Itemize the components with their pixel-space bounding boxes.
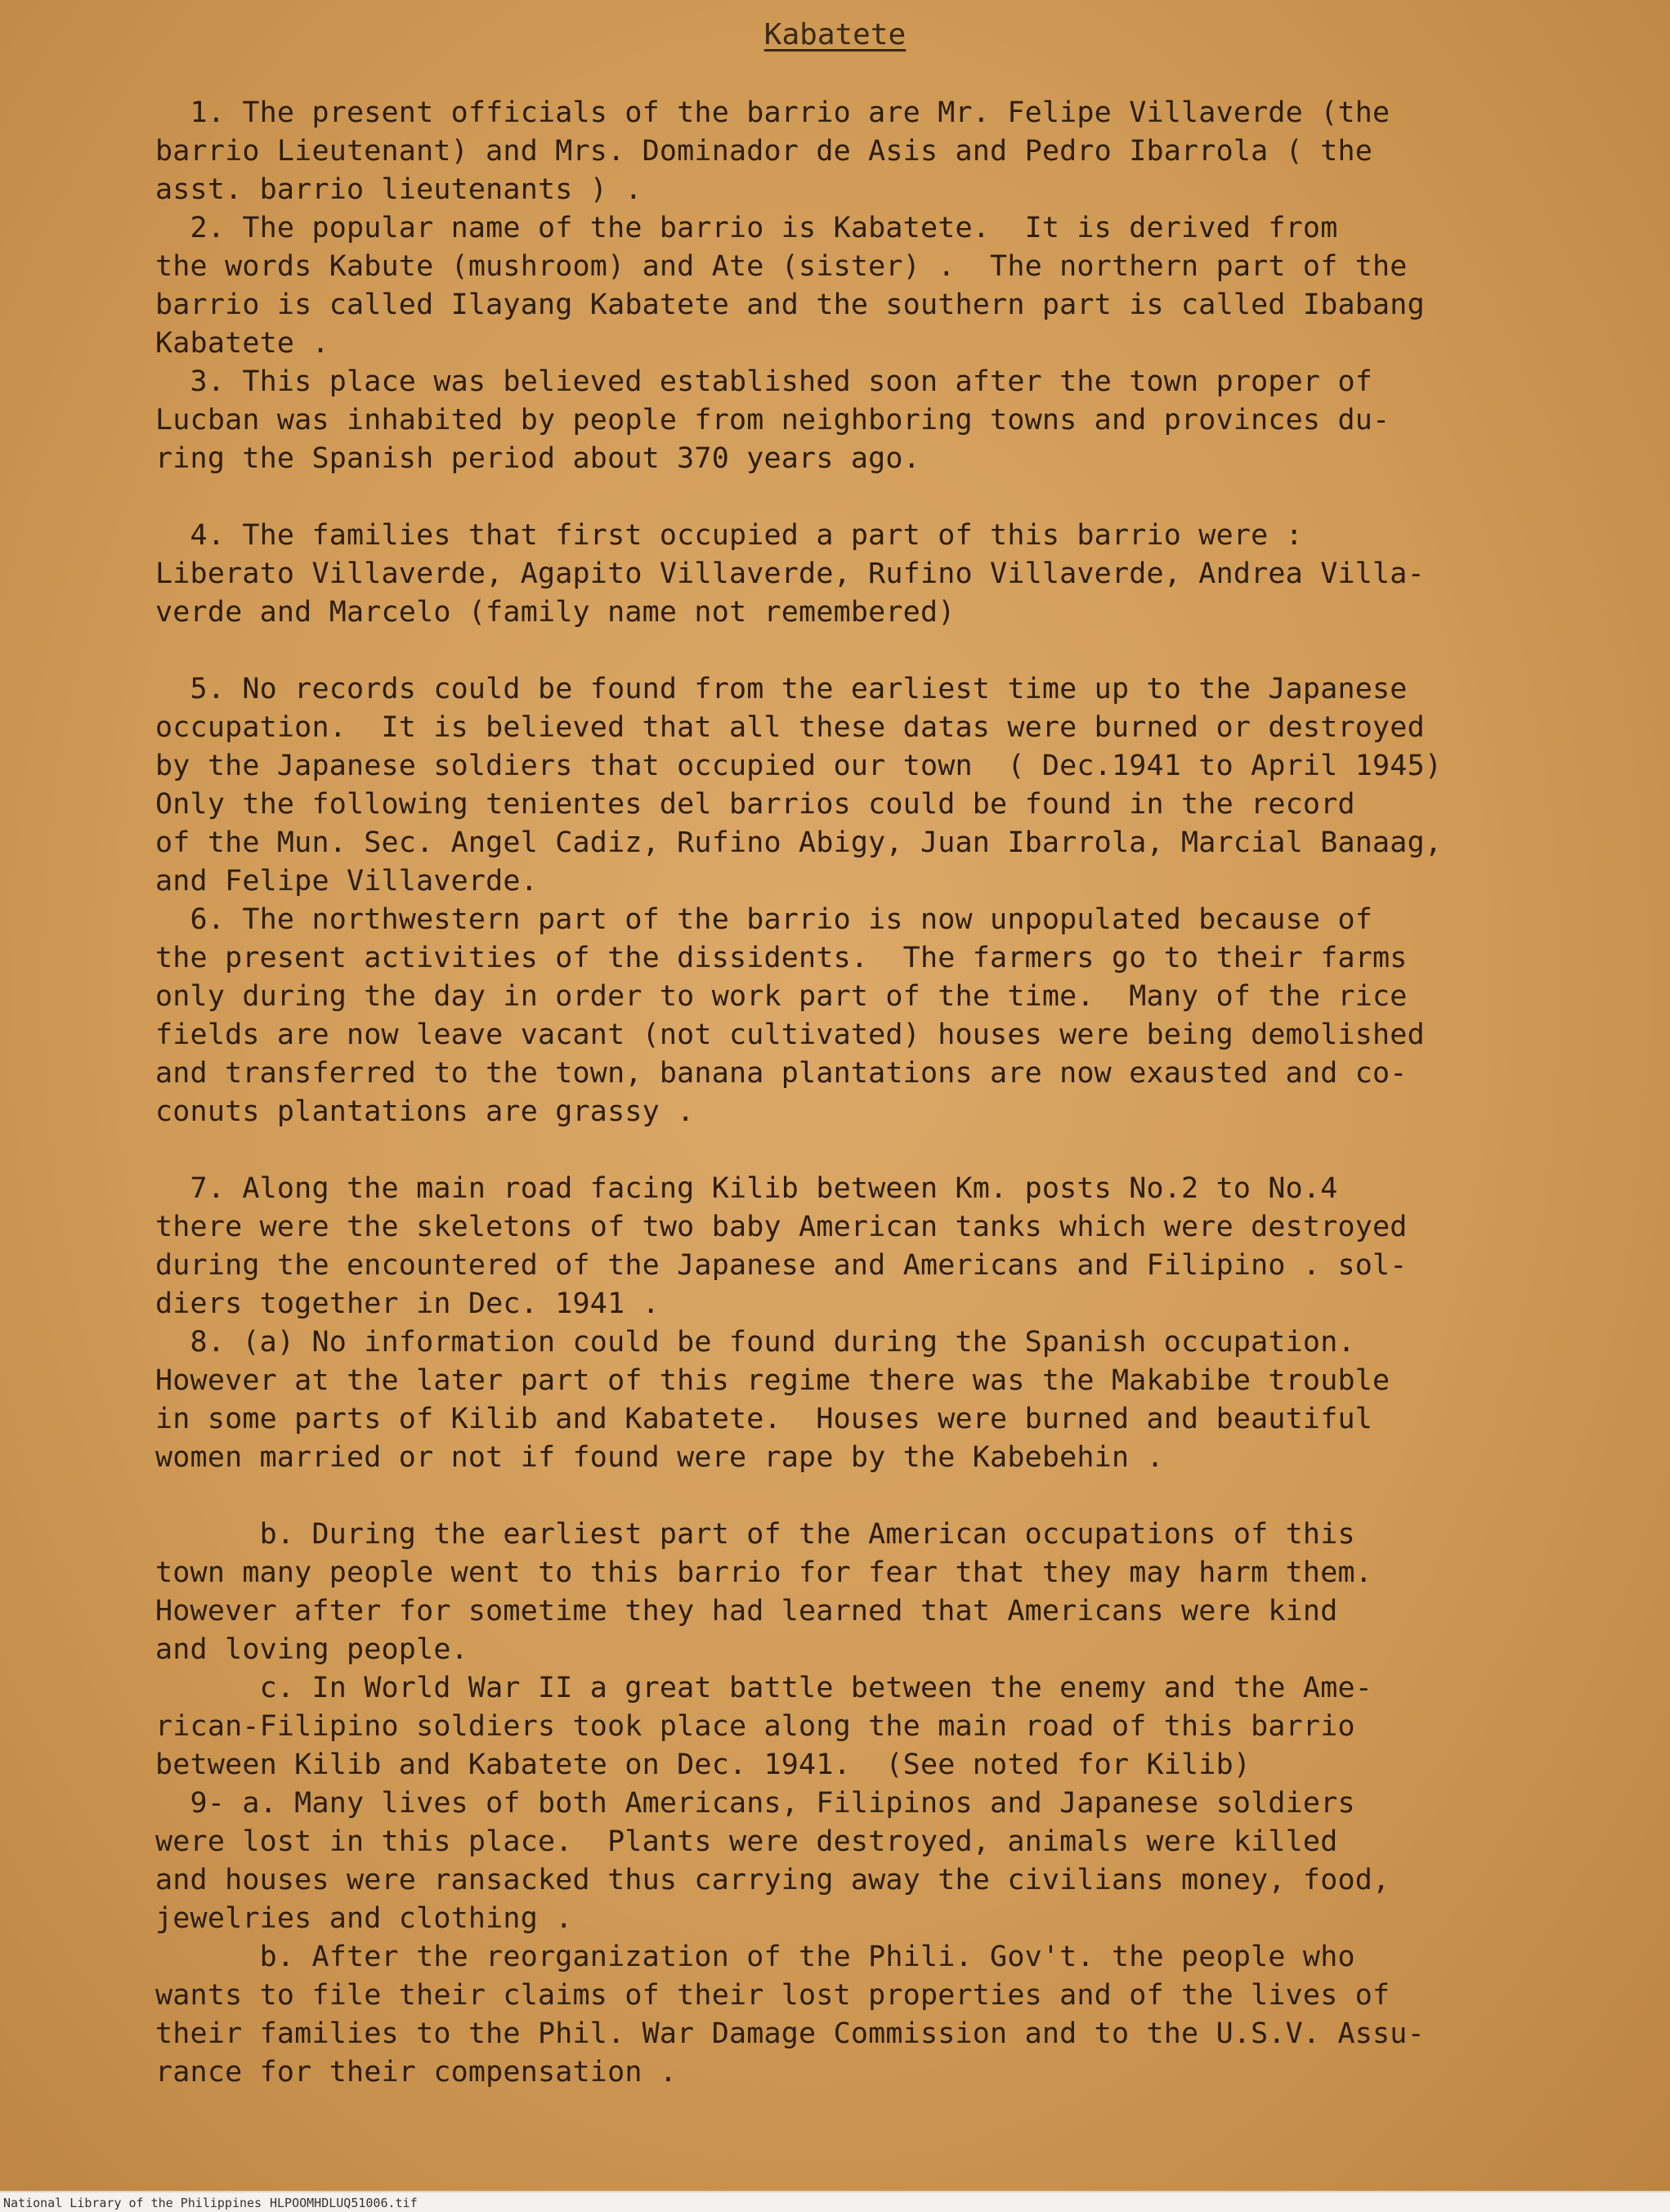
text-line: in some parts of Kilib and Kabatete. Houses were burned and beautiful [155,1403,1373,1435]
text-line: c. In World War II a great battle between the enemy and the Ame- [155,1672,1373,1704]
library-credit: National Library of the Philippines [3,2196,262,2210]
text-line: the words Kabute (mushroom) and Ate (sister) . The northern part of the [155,250,1408,283]
text-line: ring the Spanish period about 370 years ago. [155,442,920,475]
text-line: 4. The families that first occupied a part of this barrio were : [155,519,1303,552]
text-line: between Kilib and Kabatete on Dec. 1941. (See noted for Kilib) [155,1749,1251,1781]
text-line: rance for their compensation . [155,2056,678,2089]
text-line: wants to file their claims of their lost properties and of the lives of [155,1979,1390,2012]
text-line: Only the following tenientes del barrios could be found in the record [155,788,1355,821]
text-line: town many people went to this barrio for fear that they may harm them. [155,1556,1373,1589]
text-line: during the encountered of the Japanese and Americans and Filipino . sol- [155,1249,1408,1282]
text-line: verde and Marcelo (family name not remembered) [155,596,956,629]
text-line: jewelries and clothing . [155,1902,573,1935]
text-line: rican-Filipino soldiers took place along the main road of this barrio [155,1710,1355,1743]
text-line: fields are now leave vacant (not cultivated) houses were being demolished [155,1019,1425,1051]
text-line: only during the day in order to work part of the time. Many of the rice [155,980,1408,1013]
text-line: were lost in this place. Plants were destroyed, animals were killed [155,1825,1338,1858]
text-line: 9- a. Many lives of both Americans, Filipinos and Japanese soldiers [155,1787,1355,1820]
text-line: 1. The present officials of the barrio are Mr. Felipe Villaverde (the [155,96,1390,129]
text-line: by the Japanese soldiers that occupied our town ( Dec.1941 to April 1945) [155,750,1443,782]
text-line: Lucban was inhabited by people from neighboring towns and provinces du- [155,404,1390,437]
text-line: the present activities of the dissidents. The farmers go to their farms [155,942,1408,974]
text-line: women married or not if found were rape by the Kabebehin . [155,1441,1164,1474]
text-line: and Felipe Villaverde. [155,865,538,898]
text-line: of the Mun. Sec. Angel Cadiz, Rufino Abigy, Juan Ibarrola, Marcial Banaag, [155,826,1443,859]
text-line: 5. No records could be found from the earliest time up to the Japanese [155,673,1408,705]
text-line: 2. The popular name of the barrio is Kabatete. It is derived from [155,212,1338,244]
text-line: However at the later part of this regime there was the Makabibe trouble [155,1364,1390,1397]
text-line: and loving people. [155,1633,468,1666]
scan-footer [0,2191,1670,2212]
text-line: barrio is called Ilayang Kabatete and the southern part is called Ibabang [155,289,1425,321]
text-line: their families to the Phil. War Damage Commission and to the U.S.V. Assu- [155,2017,1425,2050]
text-line: Kabatete . [155,327,329,360]
text-line: However after for sometime they had learned that Americans were kind [155,1595,1338,1628]
page-title: Kabatete [763,18,907,51]
text-line: b. After the reorganization of the Phili. Gov't. the people who [155,1941,1355,1973]
text-line: there were the skeletons of two baby American tanks which were destroyed [155,1211,1408,1243]
scan-filename: HLPOOMHDLUQ51006.tif [270,2196,418,2210]
text-line: 7. Along the main road facing Kilib between Km. posts No.2 to No.4 [155,1172,1338,1205]
text-line: 3. This place was believed established soon after the town proper of [155,365,1373,398]
text-line: conuts plantations are grassy . [155,1095,695,1128]
text-line: occupation. It is believed that all these datas were burned or destroyed [155,711,1425,744]
text-line: Liberato Villaverde, Agapito Villaverde, Rufino Villaverde, Andrea Villa- [155,557,1425,590]
text-line: and transferred to the town, banana plantations are now exausted and co- [155,1057,1408,1090]
text-line: diers together in Dec. 1941 . [155,1287,660,1320]
text-line: b. During the earliest part of the American occupations of this [155,1518,1355,1551]
text-line: asst. barrio lieutenants ) . [155,173,642,206]
text-line: barrio Lieutenant) and Mrs. Dominador de Asis and Pedro Ibarrola ( the [155,135,1373,168]
text-line: 8. (a) No information could be found during the Spanish occupation. [155,1326,1355,1359]
text-line: and houses were ransacked thus carrying away the civilians money, food, [155,1864,1390,1896]
text-line: 6. The northwestern part of the barrio is now unpopulated because of [155,903,1373,936]
